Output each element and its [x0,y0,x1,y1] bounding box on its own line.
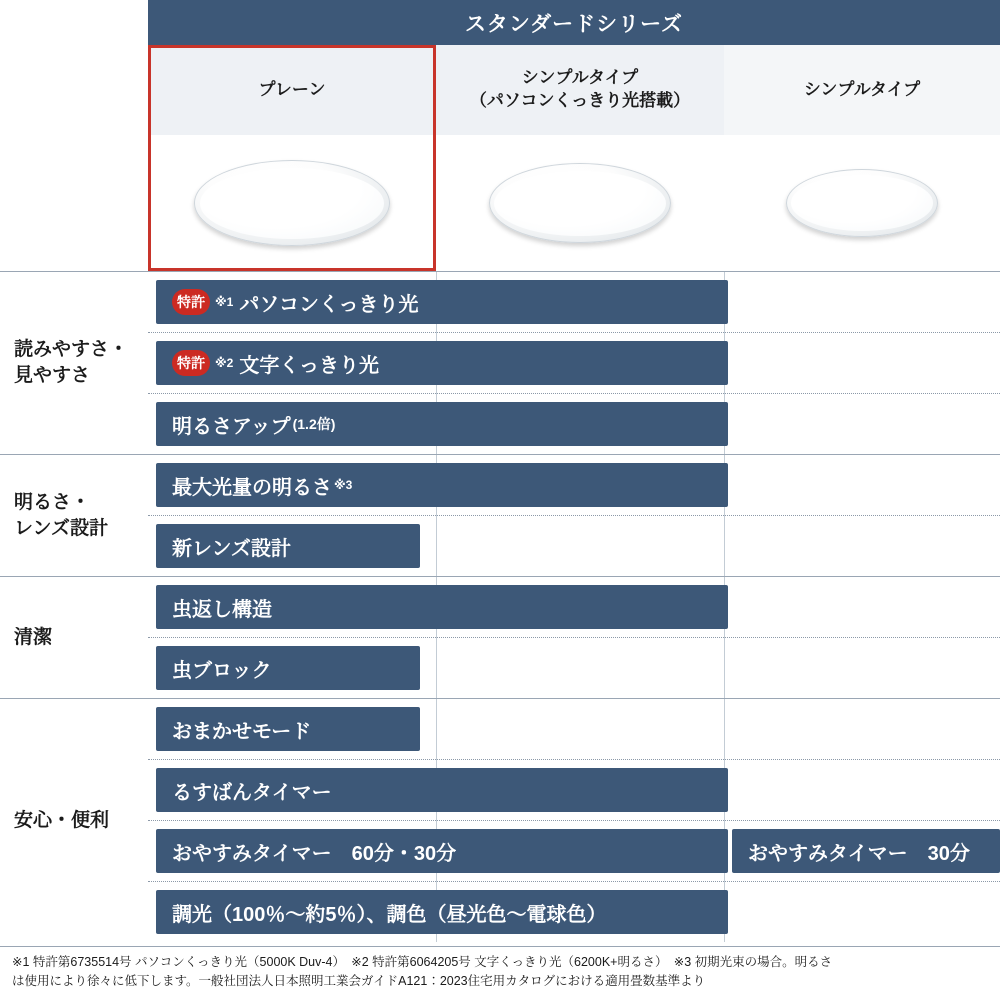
feature-label: 文字くっきり光 [239,354,379,377]
feature-row [148,393,1000,454]
column-header-line: シンプルタイプ [803,79,921,99]
feature-bar-sleep-timer-30 [732,829,1000,873]
footnote-ref: ※2 [215,356,234,370]
category-group-cleanliness [0,576,1000,698]
feature-label: 最大光量の明るさ [172,476,332,499]
feature-row [148,515,1000,576]
feature-table [0,271,1000,942]
feature-row [148,820,1000,881]
feature-label: 調光（100％〜約5％）、調色（昼光色〜電球色） [172,903,607,926]
footnote-line-2: は使用により徐々に低下します。一般社団法人日本照明工業会ガイドA121：2023住宅用カタログにおける適用畳数基準より [12,974,706,989]
category-group-readability [0,271,1000,454]
column-header-line: プレーン [258,79,326,99]
series-title: スタンダードシリーズ [464,12,684,36]
product-image-simple-pc [436,135,724,270]
feature-bar-pc-light [156,280,728,324]
category-label-safety-convenience: 安心・便利 [14,809,110,831]
feature-bar-brightness-up [156,402,728,446]
feature-label: 虫ブロック [172,659,272,682]
footnotes [0,946,1000,992]
feature-label: るすばんタイマー [172,781,332,804]
category-label-readability: 読みやすさ・ 見やすさ [14,339,129,386]
feature-row [148,332,1000,393]
feature-bar-dimming-toning [156,890,728,934]
feature-label: おやすみタイマー 60分・30分 [172,842,457,865]
feature-row [148,759,1000,820]
table-corner-blank [0,0,148,45]
category-label-brightness-lens: 明るさ・ レンズ設計 [14,491,108,539]
column-header-line: （パソコンくっきり光搭載） [469,91,691,110]
feature-row [148,881,1000,942]
feature-bar-insect-block [156,646,420,690]
patent-badge-icon: 特許 [172,289,210,315]
feature-row [148,577,1000,637]
category-group-brightness-lens [0,454,1000,576]
feature-label: おまかせモード [172,720,312,743]
feature-bar-auto-mode [156,707,420,751]
feature-bar-insect-return [156,585,728,629]
footnote-ref: ※1 [215,295,234,309]
feature-label: パソコンくっきり光 [239,293,419,316]
category-label-cleanliness: 清潔 [14,626,53,648]
footnote-line-1: ※1 特許第6735514号 パソコンくっきり光（5000K Duv-4） ※2 特許第6064205号 文字くっきり光（6200K+明るさ） ※3 初期光束の場合。明るさ [12,955,833,969]
product-image-plain [148,135,436,270]
feature-label: 新レンズ設計 [172,537,291,560]
feature-bar-char-light [156,341,728,385]
column-header-simple-pc [436,45,724,135]
feature-row [148,637,1000,698]
footnote-ref: ※3 [334,478,353,492]
feature-row [148,455,1000,515]
feature-row [148,272,1000,332]
column-header-plain [148,45,436,135]
feature-bar-sleep-timer-60-30 [156,829,728,873]
category-group-safety-convenience [0,698,1000,942]
series-title-band [148,0,1000,45]
feature-note: (1.2倍) [292,416,336,432]
column-header-line: シンプルタイプ [521,68,639,88]
feature-bar-new-lens [156,524,420,568]
feature-label: おやすみタイマー 30分 [748,842,970,865]
column-header-simple [724,45,1000,135]
feature-row [148,699,1000,759]
patent-badge-icon: 特許 [172,350,210,376]
feature-label: 明るさアップ [172,415,291,438]
feature-label: 虫返し構造 [172,598,272,621]
feature-bar-max-lumen [156,463,728,507]
product-image-simple [724,135,1000,270]
feature-bar-away-timer [156,768,728,812]
